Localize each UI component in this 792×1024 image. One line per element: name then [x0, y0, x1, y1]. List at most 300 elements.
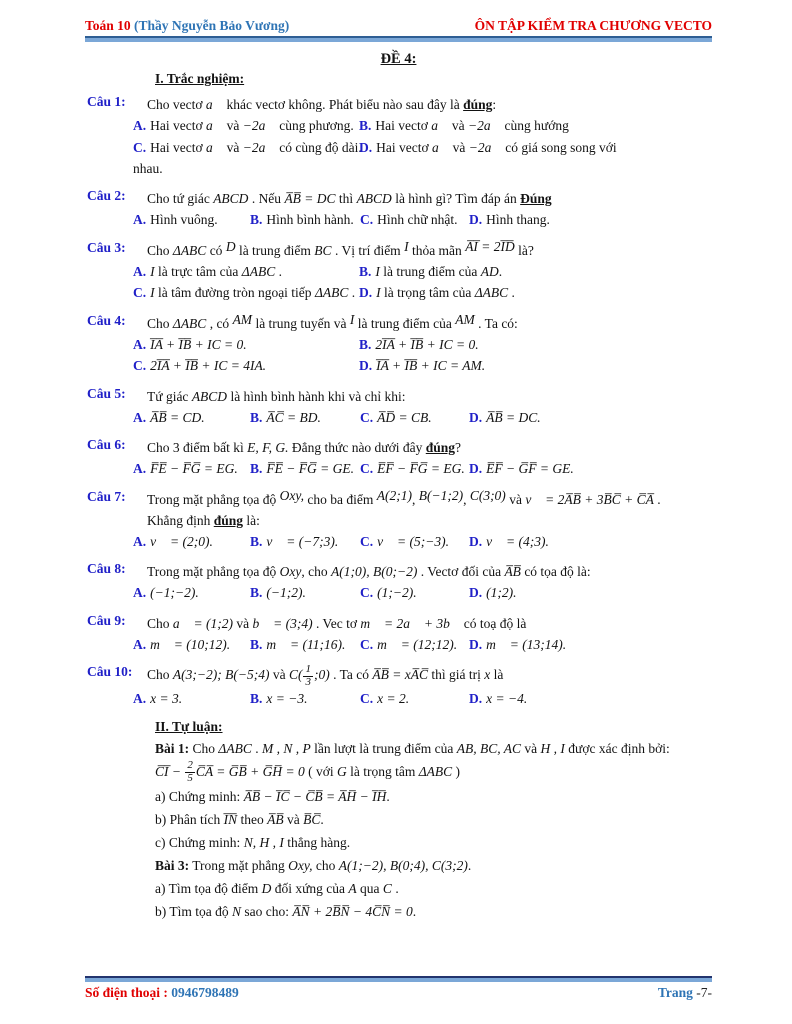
text-run: I [150, 263, 155, 279]
section-heading-essay: II. Tự luận: [155, 718, 223, 734]
question [85, 437, 712, 480]
answer-option [360, 458, 469, 480]
text-run: ABCD [356, 191, 392, 206]
answer-option [250, 407, 360, 429]
option-key: A. [133, 691, 147, 707]
question-body [133, 386, 712, 429]
option-key: A. [133, 409, 147, 425]
question-label: Câu 6: [87, 437, 126, 452]
option-key: C. [360, 533, 374, 549]
text-run: ΔABC [241, 263, 276, 279]
options-grid [133, 261, 712, 304]
answer-option [250, 582, 360, 604]
text-run: ΔABC [314, 285, 349, 300]
question-label: Câu 2: [87, 188, 126, 203]
question-stem [147, 437, 712, 458]
answer-option [133, 137, 362, 159]
text-run: (1;2). [486, 585, 517, 600]
text-run: v⃗ = (2;0). [150, 533, 213, 549]
options-grid [133, 407, 712, 429]
text-run: là trọng tâm [346, 763, 419, 779]
phone-label: Số điện thoại : [85, 985, 168, 1000]
text-run: là trung tuyến và [252, 315, 350, 331]
teacher-name: (Thầy Nguyễn Bảo Vương) [130, 18, 290, 33]
page-number: -7- [692, 985, 712, 1000]
text-run: Cho tứ giác [147, 191, 214, 206]
question-stem [147, 386, 712, 407]
text-run: BC [314, 242, 332, 258]
answer-option [133, 582, 250, 604]
text-run: và [223, 139, 243, 155]
doc-title: ĐỀ 4: [380, 51, 417, 67]
text-run: N, H , I [243, 834, 284, 850]
answer-option [133, 531, 250, 553]
question-body [133, 437, 712, 480]
option-key: D. [469, 585, 483, 600]
text-run: . Vec tơ [312, 615, 361, 631]
text-run: AD [480, 263, 499, 279]
text-run: A [348, 880, 357, 896]
text-run: a⃗ [431, 118, 449, 133]
text-run: là trung điểm của [379, 263, 481, 279]
page-header [85, 18, 712, 34]
option-key: D. [359, 285, 373, 300]
text-run: AM [455, 311, 475, 327]
text-run: v⃗ = 2A̅B̅ + 3B̅C̅ + C̅A̅ [525, 491, 654, 507]
text-run: a⃗ [205, 97, 224, 112]
text-run: I̅A̅ + I̅B̅ + IC = AM. [376, 358, 486, 373]
text-run: khác vectơ không. Phát biểu nào sau đây là [223, 97, 464, 112]
question-label: Câu 10: [87, 664, 133, 679]
answer-option [250, 688, 360, 710]
text-run: là hình bình hành khi và chỉ khi: [227, 388, 406, 404]
question-stem [147, 561, 712, 582]
question-body [133, 238, 712, 304]
text-run: ΔABC [172, 242, 207, 258]
essay-lines [85, 737, 712, 923]
text-run: là trung điểm [235, 242, 315, 258]
text-run: Hình bình hành. [266, 212, 354, 227]
text-run: a) Chứng minh: [155, 788, 244, 804]
text-run: có tọa độ là: [520, 564, 591, 579]
text-run: m⃗ = (11;16). [266, 636, 346, 652]
text-run: Hai vectơ [376, 139, 432, 155]
answer-option [359, 334, 712, 356]
text-run: Oxy [279, 564, 302, 579]
text-run: ABCD [213, 191, 249, 206]
text-run: a⃗ [206, 139, 224, 155]
footer-row [85, 985, 712, 1001]
essay-line [155, 831, 712, 854]
header-left [85, 18, 289, 34]
text-run: Cho [147, 242, 173, 258]
text-run: A(2;1) [376, 487, 412, 503]
text-run: Trong mặt phẳng [189, 857, 289, 873]
text-run: ΔABC [218, 740, 252, 756]
question [85, 664, 712, 710]
text-run: (1;−2). [377, 585, 417, 600]
text-run: đúng [425, 440, 456, 455]
option-key: C. [133, 358, 147, 373]
option-key: A. [133, 118, 147, 133]
answer-option [360, 209, 469, 231]
option-key: D. [469, 212, 483, 227]
answer-option [133, 634, 250, 656]
text-run: A̅D̅ = CB. [377, 409, 432, 425]
text-run: A̅B̅ = xA̅C̅ [372, 667, 428, 683]
answer-option [133, 688, 250, 710]
question [85, 240, 712, 304]
text-run: x [484, 667, 491, 683]
text-run: Hình chữ nhật. [377, 212, 458, 227]
text-run: m⃗ = 2a⃗ + 3b⃗ [360, 615, 461, 631]
text-run: E̅F̅ − F̅G̅ = EG. [377, 461, 465, 476]
options-grid [133, 582, 712, 604]
text-run: . Vectơ đối của [417, 564, 505, 579]
text-run: . [386, 788, 390, 804]
footer-phone [85, 985, 239, 1001]
text-run: ? [455, 440, 462, 455]
option-key: D. [469, 533, 483, 549]
text-run: C̅A̅ = G̅B̅ + G̅H̅ = 0 [195, 763, 305, 779]
answer-option [360, 582, 469, 604]
text-run: là [490, 667, 504, 683]
page-label: Trang [657, 985, 693, 1000]
option-key: A. [133, 263, 147, 279]
option-key: A. [133, 636, 147, 652]
text-run: c) Chứng minh: [155, 834, 244, 850]
text-run: v⃗ = (4;3). [486, 533, 549, 549]
text-run: Cho [147, 667, 173, 683]
text-run: Khẳng định [147, 512, 214, 528]
answer-option [359, 115, 712, 137]
option-key: A. [133, 336, 147, 352]
text-run: Cho [189, 740, 219, 756]
text-run: có toạ độ là [460, 615, 527, 631]
text-run: và [233, 615, 253, 631]
text-run: , [411, 491, 419, 507]
essay-line [155, 854, 712, 877]
text-run: . [391, 880, 399, 896]
text-run: b⃗ = (3;4) [252, 615, 313, 631]
text-run: ABCD [191, 388, 228, 404]
option-key: D. [469, 691, 483, 707]
question-body [133, 188, 712, 231]
text-run: . Ta có: [474, 315, 518, 331]
question [85, 188, 712, 231]
text-run: A̅B̅ = DC [284, 191, 336, 206]
text-run: Bài 1: [155, 740, 190, 756]
answer-option [250, 209, 360, 231]
text-run: . [467, 857, 472, 873]
text-run: I [376, 285, 381, 300]
option-key: C. [133, 139, 147, 155]
option-key: A. [133, 461, 147, 476]
question-body [133, 94, 712, 179]
text-run: đối xứng của [271, 880, 349, 896]
option-key: B. [250, 585, 263, 600]
text-run: a⃗ [432, 139, 450, 155]
answer-option [360, 634, 469, 656]
essay-line [155, 760, 712, 785]
text-run: và [448, 118, 469, 133]
text-run: G [336, 763, 347, 779]
text-run: I [349, 311, 355, 327]
text-run: cho ba điểm [304, 491, 377, 507]
answer-option [469, 634, 712, 656]
text-run: đúng [213, 512, 244, 528]
text-run: : [492, 97, 497, 112]
text-run: là hình gì? Tìm đáp án [391, 191, 521, 206]
option-key: B. [359, 336, 372, 352]
text-run: có cùng độ dài. [275, 139, 362, 155]
options-grid [133, 458, 712, 480]
answer-option [469, 531, 712, 553]
options-grid [133, 688, 712, 710]
text-run: b) Phân tích [155, 811, 224, 827]
text-run: b) Tìm tọa độ [155, 903, 232, 919]
option-key: B. [250, 461, 263, 476]
text-run: I [375, 263, 380, 279]
question-body [133, 663, 712, 710]
text-run: . [653, 491, 661, 507]
section-heading-multiple-choice: I. Trắc nghiệm: [155, 71, 245, 86]
text-run: C̅I̅ − [155, 763, 185, 779]
question-body [133, 311, 712, 377]
text-run: M , N , P [261, 740, 311, 756]
text-run: v⃗ = (5;−3). [377, 533, 449, 549]
option-continuation [133, 158, 712, 179]
text-run: qua [356, 880, 383, 896]
text-run: thì giá trị [427, 667, 485, 683]
text-run: F̅E̅ − F̅G̅ = EG. [150, 461, 238, 476]
question-body [133, 487, 712, 553]
text-run: . [251, 740, 262, 756]
text-run: A(1;0), B(0;−2) [330, 564, 418, 579]
footer-page [658, 985, 712, 1001]
answer-option [133, 261, 359, 283]
answer-option [250, 634, 360, 656]
answer-option [133, 282, 359, 304]
option-key: C. [133, 285, 147, 300]
options-grid [133, 115, 712, 158]
text-run: −2a⃗ [468, 139, 502, 155]
option-key: B. [250, 636, 263, 652]
text-run: là? [514, 242, 534, 258]
essay-line [155, 737, 712, 760]
text-run: . [508, 285, 515, 300]
answer-option [359, 261, 712, 283]
option-key: C. [360, 691, 374, 707]
answer-option [360, 407, 469, 429]
question-label: Câu 7: [87, 488, 126, 504]
text-run: Tứ giác [147, 388, 192, 404]
text-run: và [283, 811, 304, 827]
answer-option [133, 355, 359, 377]
options-grid [133, 634, 712, 656]
text-run: (−1;2). [266, 585, 306, 600]
option-key: A. [133, 585, 147, 600]
text-run: Hai vectơ [150, 118, 206, 133]
text-run: và [521, 740, 541, 756]
text-run: D [225, 238, 236, 254]
text-run: là trung điểm của [354, 315, 456, 331]
text-run: C( [288, 667, 303, 683]
fraction: $\frac{1}{3}$ [305, 663, 311, 688]
text-run: được xác định bởi: [564, 740, 670, 756]
question-body [133, 613, 712, 656]
option-key: C. [360, 461, 374, 476]
text-run: v⃗ = (−7;3). [266, 533, 339, 549]
text-run: nhau. [133, 161, 163, 176]
text-run: sao cho: [241, 903, 293, 919]
text-run: ΔABC [474, 285, 509, 300]
text-run: ΔABC [418, 763, 453, 779]
text-run: . [498, 263, 503, 279]
text-run: F̅E̅ − F̅G̅ = GE. [266, 461, 354, 476]
text-run: −2a⃗ [242, 118, 276, 133]
option-key: B. [359, 263, 372, 279]
text-run: Trong mặt phẳng tọa độ [147, 491, 280, 507]
text-run: (−1;−2). [150, 585, 199, 600]
text-run: −2a⃗ [468, 118, 502, 133]
text-run: theo [237, 811, 268, 827]
text-run: I̅A̅ + I̅B̅ + IC = 0. [150, 336, 247, 352]
answer-option [469, 407, 712, 429]
text-run: thẳng hàng. [283, 834, 351, 850]
text-run: N [232, 903, 242, 919]
text-run: B̅C̅ [303, 811, 321, 827]
answer-option [469, 688, 712, 710]
text-run: Hai vectơ [375, 118, 432, 133]
text-run: a⃗ [206, 118, 224, 133]
option-key: C. [360, 212, 374, 227]
text-run: C(3;0) [469, 487, 506, 503]
text-run: . [275, 263, 282, 279]
text-run: thì [335, 191, 357, 206]
text-run: −2a⃗ [242, 139, 276, 155]
essay-line [155, 877, 712, 900]
answer-option [250, 458, 360, 480]
header-rule [85, 36, 712, 42]
question-label: Câu 5: [87, 385, 126, 401]
fraction: $\frac{2}{5}$ [187, 759, 193, 784]
text-run: 2I̅A̅ + I̅B̅ + IC = 0. [375, 336, 479, 352]
text-run: A̅I̅ = 2I̅D̅ [465, 238, 515, 254]
text-run: D [261, 880, 272, 896]
text-run: A̅B̅ [504, 564, 521, 579]
question-stem [147, 489, 712, 510]
question [85, 94, 712, 179]
text-run: A(1;−2), B(0;4), C(3;2) [338, 857, 468, 873]
text-run: x = −4. [486, 691, 528, 707]
answer-option [359, 137, 712, 159]
text-run: E̅F̅ − G̅F̅ = GE. [486, 461, 574, 476]
text-run: Cho [147, 315, 173, 331]
option-key: B. [250, 409, 263, 425]
header-chapter-title: ÔN TẬP KIỂM TRA CHƯƠNG VECTO [474, 18, 712, 33]
answer-option [360, 531, 469, 553]
text-run: Đẳng thức nào dưới đây [288, 440, 426, 455]
question-stem-line2 [147, 510, 712, 531]
text-run: . Ta có [329, 667, 373, 683]
text-run: A̅N̅ + 2B̅N̅ − 4C̅N̅ = 0 [292, 903, 413, 919]
option-key: B. [359, 118, 372, 133]
answer-option [133, 458, 250, 480]
text-run: A(3;−2); B(−5;4) [172, 667, 270, 683]
question-stem [147, 313, 712, 334]
text-run: A̅B̅ − I̅C̅ − C̅B̅ = A̅H̅ − I̅H̅ [243, 788, 387, 804]
essay-line [155, 900, 712, 923]
text-run: và [505, 491, 526, 507]
answer-option [469, 582, 712, 604]
option-key: B. [250, 691, 263, 707]
text-run: m⃗ = (13;14). [486, 636, 567, 652]
question-label: Câu 9: [87, 612, 126, 628]
question-stem [147, 240, 712, 261]
option-key: D. [359, 358, 373, 373]
text-run: có giá song song với [501, 139, 617, 155]
text-run: cho [312, 857, 339, 873]
text-run: E, F, G. [247, 440, 289, 455]
text-run: A̅B̅ [267, 811, 284, 827]
phone-number: 0946798489 [167, 985, 239, 1000]
text-run: m⃗ = (10;12). [150, 636, 231, 652]
question-list [85, 94, 712, 710]
option-key: A. [133, 533, 147, 549]
text-run: A̅B̅ = CD. [150, 409, 205, 425]
footer-rule [85, 976, 712, 982]
text-run: ( với [304, 763, 337, 779]
essay-section [85, 719, 712, 923]
answer-option [359, 282, 712, 304]
options-grid [133, 209, 712, 231]
text-run: x = −3. [266, 691, 308, 707]
text-run: đúng [463, 97, 493, 112]
text-run: là trực tâm của [154, 263, 242, 279]
text-run: , cho [301, 564, 331, 579]
text-run: ;0) [313, 667, 330, 683]
text-run: Oxy, [288, 857, 313, 873]
text-run: . [412, 903, 417, 919]
text-run: m⃗ = (12;12). [377, 636, 458, 652]
answer-option [359, 355, 712, 377]
text-run: là: [243, 512, 260, 528]
text-run: x = 3. [150, 691, 183, 707]
question-stem [147, 94, 712, 115]
text-run: và [223, 118, 243, 133]
text-run: . [320, 811, 324, 827]
answer-option [250, 531, 360, 553]
text-run: Hình thang. [486, 212, 550, 227]
option-key: B. [250, 533, 263, 549]
text-run: Cho vectơ [147, 97, 206, 112]
text-run: C [382, 880, 392, 896]
text-run: và [269, 667, 289, 683]
text-run: là trọng tâm của [380, 285, 475, 300]
essay-line [155, 785, 712, 808]
question [85, 613, 712, 656]
text-run: AB, BC, AC [456, 740, 522, 756]
course-title: Toán 10 [85, 18, 131, 33]
text-run: Hai vectơ [150, 139, 206, 155]
text-run: I [404, 238, 409, 254]
text-run: . [348, 285, 356, 300]
question-label: Câu 4: [87, 312, 126, 328]
text-run: A̅B̅ = DC. [486, 409, 541, 425]
question-stem [147, 188, 712, 209]
text-run: . Nếu [248, 191, 285, 206]
